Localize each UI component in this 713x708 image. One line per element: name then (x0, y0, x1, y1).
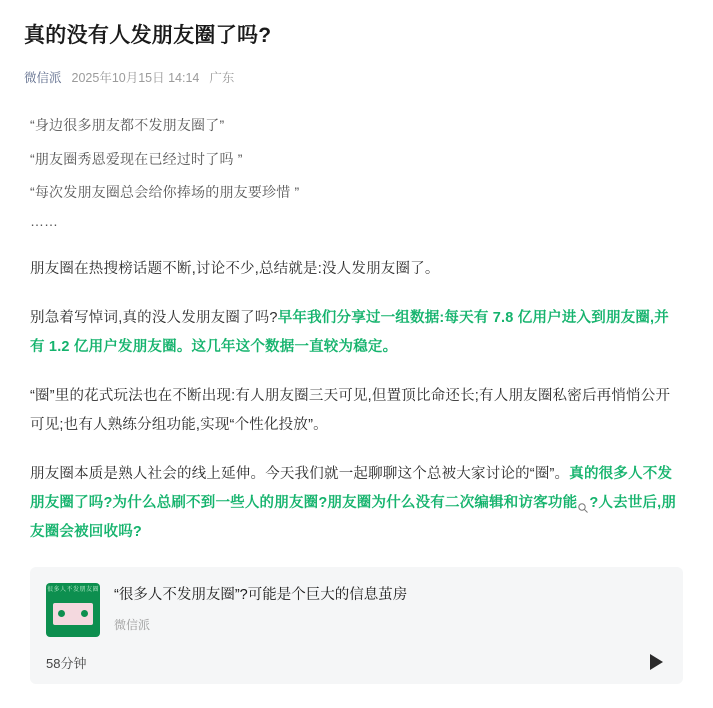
audio-card[interactable] (30, 567, 683, 684)
paragraph-2-lead: 别急着写悼词,真的没人发朋友圈了吗? (30, 309, 278, 326)
paragraph-4-lead: 朋友圈本质是熟人社会的线上延伸。今天我们就一起聊聊这个总被大家讨论的“圈”。 (30, 465, 570, 482)
audio-card-bottom (46, 653, 667, 672)
paragraph-2-highlight: 早年我们分享过一组数据:每天有 7.8 亿用户进入到朋友圈,并有 1.2 亿用户发朋友圈。这几年这个数据一直较为稳定。 (30, 309, 669, 355)
paragraph-3: “圈”里的花式玩法也在不断出现:有人朋友圈三天可见,但置顶比命还长;有人朋友圈私密后再悄悄公开可见;也有人熟练分组功能,实现“个性化投放”。 (30, 387, 671, 433)
cassette-icon (53, 603, 93, 625)
article-meta (24, 68, 689, 86)
paragraph-1: 朋友圈在热搜榜话题不断,讨论不少,总结就是:没人发朋友圈了。 (30, 260, 440, 277)
search-icon (577, 496, 589, 508)
publish-date: 2025年10月15日 14:14 (71, 71, 200, 86)
paragraph-4 (30, 460, 683, 547)
audio-title: “很多人不发朋友圈”?可能是个巨大的信息茧房 (114, 586, 408, 603)
audio-cover (46, 583, 100, 637)
publish-location: 广东 (209, 71, 235, 86)
author-name[interactable]: 微信派 (24, 71, 62, 86)
paragraph-4-highlight-b: ?人去世后,朋友圈会被回收吗? (30, 494, 677, 540)
quote-ellipsis: …… (30, 213, 58, 230)
quote-line: “每次发朋友圈总会给你捧场的朋友要珍惜 ” (30, 183, 300, 200)
audio-duration: 58分钟 (46, 655, 87, 671)
quote-line: “朋友圈秀恩爱现在已经过时了吗 ” (30, 150, 243, 167)
audio-card-top (46, 583, 667, 637)
play-icon[interactable] (650, 654, 663, 670)
quote-line: “身边很多朋友都不发朋友圈了” (30, 117, 225, 134)
paragraph-2 (30, 304, 683, 362)
page-title: 真的没有人发朋友圈了吗? (24, 24, 272, 47)
audio-subtitle: 微信派 (114, 618, 151, 633)
paragraph-4-highlight-a: 真的很多人不发朋友圈了吗?为什么总刷不到一些人的朋友圈?朋友圈为什么没有二次编辑和访客功能 (30, 465, 673, 511)
article-body (24, 112, 689, 546)
audio-cover-label: 很多人不发朋友圈 (46, 586, 99, 593)
audio-card-texts (114, 583, 667, 634)
